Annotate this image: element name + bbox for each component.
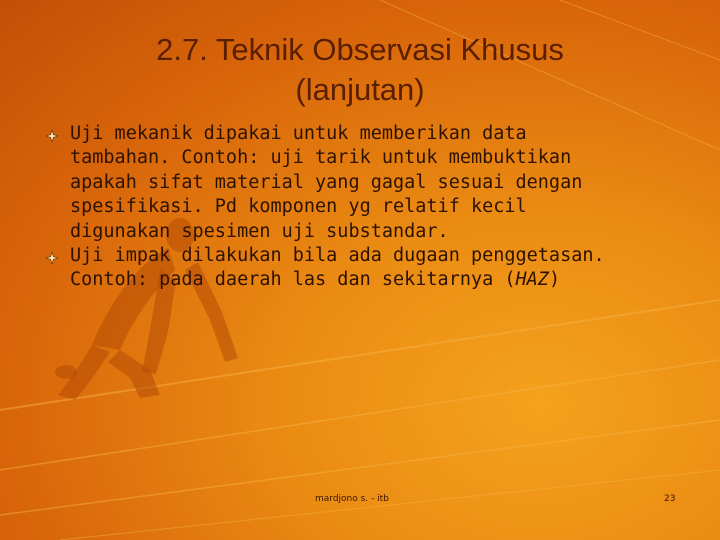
- page-number: 23: [664, 494, 676, 504]
- bullet-text-2-main: Uji impak dilakukan bila ada dugaan penggetasan. Contoh: pada daerah las dan sekitarnya (: [70, 245, 605, 291]
- bullet-item-2: [46, 244, 696, 293]
- bullet-text-1: Uji mekanik dipakai untuk memberikan data tambahan. Contoh: uji tarik untuk membuktikan apakah sifat material yang gagal sesuai dengan spesifikasi. Pd komponen yg relatif kecil digunakan spesimen uji substandar.: [70, 123, 583, 242]
- bullet-item-1: [46, 122, 696, 244]
- slide-title: [60, 30, 660, 110]
- title-line-1: 2.7. Teknik Observasi Khusus: [156, 32, 564, 67]
- bullet-text-2: [70, 244, 696, 293]
- footer-author: mardjono s. - itb: [315, 494, 389, 504]
- bullet-text-2-end: ): [548, 269, 561, 291]
- bullet-list: [46, 122, 696, 293]
- haz-abbreviation: HAZ: [515, 269, 549, 291]
- sparkle-bullet-icon: [46, 252, 58, 264]
- title-line-2: (lanjutan): [295, 72, 425, 107]
- sparkle-bullet-icon: [46, 130, 58, 142]
